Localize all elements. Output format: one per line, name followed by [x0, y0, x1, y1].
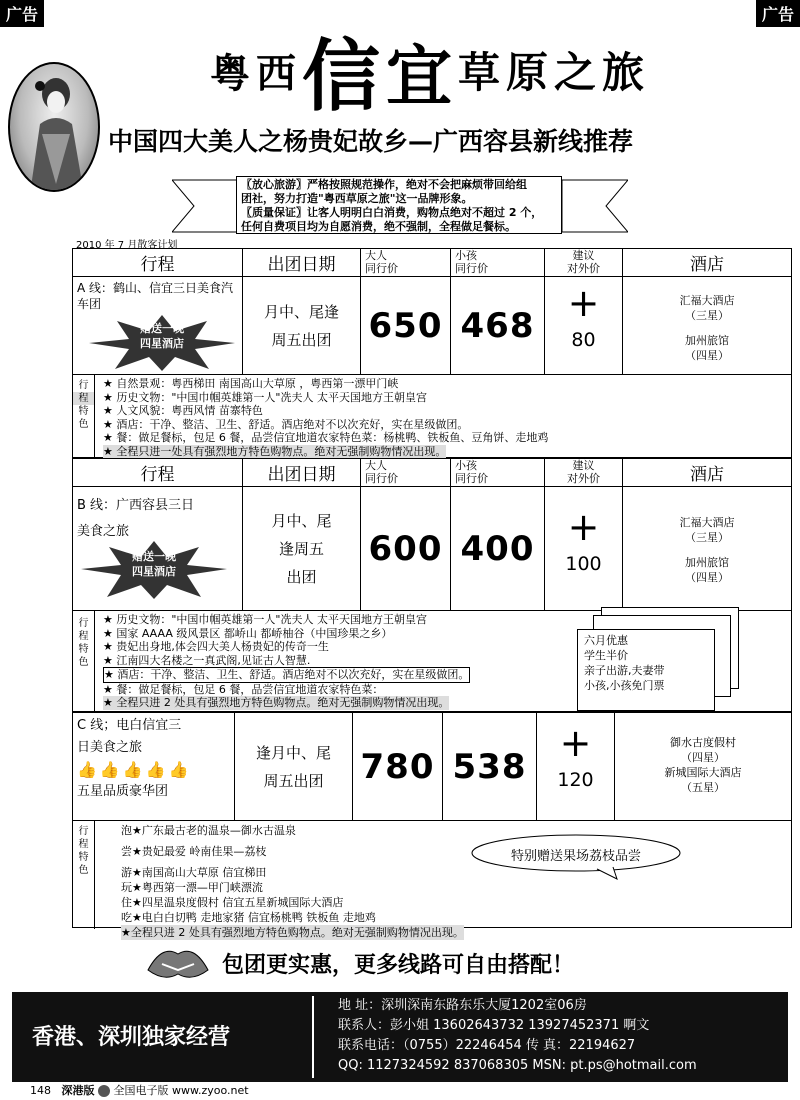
header-route: 行程 [73, 249, 243, 277]
route-b-table [72, 458, 792, 712]
header-child: 小孩 同行价 [451, 459, 545, 487]
ad-tag-right: 广告 [756, 0, 800, 27]
footer-divider [312, 996, 314, 1078]
route-b-date: 月中、尾 逢周五 出团 [243, 487, 361, 611]
route-b-adult-price: 600 [361, 487, 451, 611]
footer-brand: 香港、深圳独家经营 [32, 1025, 231, 1050]
header-suggest: 建议 对外价 [545, 249, 623, 277]
header-date: 出团日期 [243, 249, 361, 277]
edition-logo-icon [98, 1085, 110, 1097]
header-hotel: 酒店 [623, 459, 791, 487]
route-c-suggest-price: + 120 [537, 713, 615, 821]
header-hotel: 酒店 [623, 249, 791, 277]
bonus-lychee-text: 特别赠送果场荔枝品尝 [510, 849, 641, 864]
route-a-features: ★ 自然景观：粤西梯田 南国高山大草原 ，粤西第一漂甲门峡 ★ 历史文物："中国巾帼英雄第一人"冼夫人 太平天国地方王朝皇宫 ★ 人文风貌：粤西风情 苗寨特色 ★ 酒店：干净、整洁、卫生、舒适。酒店绝对不以次充好，实在星级做团。 ★ 餐：做足餐标，包足 6 餐，品尝信宜地道农家特色菜：杨桃鸭、铁板鱼、豆角饼、走地鸡 ★ 全程只进一处具有强烈地方特色购物点。绝对无强制购物情况出现。 [103, 377, 549, 458]
thumbs-up-icons: 👍👍👍👍👍 [77, 760, 192, 779]
header-route: 行程 [73, 459, 243, 487]
route-b-name: B 线：广西容县三日 美食之旅 [73, 487, 243, 611]
route-b-gift: 赠送一晚 四星酒店 [132, 550, 176, 578]
ad-tag-left: 广告 [0, 0, 44, 27]
route-c-table [72, 712, 792, 939]
june-offer-note: 六月优惠 学生半价 亲子出游,夫妻带 小孩,小孩免门票 [577, 629, 715, 711]
page-title: 粤 西 信 宜 草 原 之 旅 [209, 31, 651, 122]
page-info: 148 深港版 全国电子版 www.zyoo.net [30, 1084, 249, 1097]
route-a-child-price: 468 [451, 277, 545, 375]
footer-contact: 地 址：深圳深南东路东乐大厦1202室06房 联系人：彭小姐 13602643732 13927452371 啊文 联系电话：（0755）22246454 传 真：22194627 QQ: 1127324592 837068305 MSN: pt.ps@hotmail.com [338, 998, 697, 1073]
route-a-name: A 线：鹤山、信宜三日美食汽车团 [73, 277, 243, 375]
footer-bar [12, 992, 788, 1082]
route-c-features: 泡★广东最古老的温泉—御水古温泉 尝★贵妃最爱 岭南佳果—荔枝 游★南国高山大草原 信宜梯田 玩★粤西第一漂—甲门峡漂流 住★四星温泉度假村 信宜五星新城国际大酒店 吃★电白白切鸭 走地家猪 信宜杨桃鸭 铁板鱼 走地鸡 ★全程只进 2 处具有强烈地方特色购物点。绝对无强制购物情况出现。 [121, 824, 464, 939]
route-a-adult-price: 650 [361, 277, 451, 375]
route-a-date: 月中、尾逢 周五出团 [243, 277, 361, 375]
route-c-hotels: 御水古度假村 （四星） 新城国际大酒店 （五星） [615, 713, 791, 821]
guarantee-banner: 〖放心旅游〗严格按照规范操作，绝对不会把麻烦带回给组 团社，努力打造"粤西草原之旅"这一品牌形象。 〖质量保证〗让客人明明白白消费，购物点绝对不超过 2 个， 任何自费项目均为自愿消费，绝不强制，全程做足餐标。 [236, 176, 562, 234]
route-a-suggest-price: + 80 [545, 277, 623, 375]
plan-label: 2010 年 7 月散客计划 [76, 240, 178, 251]
route-c-adult-price: 780 [353, 713, 443, 821]
header-date: 出团日期 [243, 459, 361, 487]
route-a-table [72, 248, 792, 458]
route-b-hotels: 汇福大酒店 （三星） 加州旅馆 （四星） [623, 487, 791, 611]
route-a-hotels: 汇福大酒店 （三星） 加州旅馆 （四星） [623, 277, 791, 375]
route-b-feature-label: 行 程 特 色 [73, 611, 95, 713]
route-c-date: 逢月中、尾 周五出团 [235, 713, 353, 821]
route-c-child-price: 538 [443, 713, 537, 821]
route-b-child-price: 400 [451, 487, 545, 611]
route-a-gift: 赠送一晚 四星酒店 [140, 322, 184, 350]
route-b-features: ★ 历史文物："中国巾帼英雄第一人"冼夫人 太平天国地方王朝皇宫 ★ 国家 AAAA 级风景区 都峤山 都峤柚谷（中国珍果之乡） ★ 贵妃出身地,体会四大美人杨贵妃的传奇一生 ★ 江南四大名楼之一真武阁,见证古人智慧. ★ 酒店：干净、整洁、卫生、舒适。酒店绝对不以次充好，实在星级做团。 ★ 餐：做足餐标，包足 6 餐，品尝信宜地道农家特色菜： ★ 全程只进 2 处具有强烈地方特色购物点。绝对无强制购物情况出现。 [103, 613, 470, 709]
header-adult: 大人 同行价 [361, 459, 451, 487]
handshake-icon [142, 940, 214, 984]
route-c-name: C 线；电白信宜三 日美食之旅 👍👍👍👍👍 五星品质豪华团 [73, 713, 235, 821]
route-a-feature-label: 行 程 特 色 [73, 375, 95, 459]
route-b-suggest-price: + 100 [545, 487, 623, 611]
route-c-feature-label: 行 程 特 色 [73, 821, 95, 929]
header-suggest: 建议 对外价 [545, 459, 623, 487]
header-adult: 大人 同行价 [361, 249, 451, 277]
slogan: 包团更实惠，更多线路可自由搭配！ [222, 953, 575, 978]
portrait-image [8, 62, 100, 192]
subtitle: 中国四大美人之杨贵妃故乡—广西容县新线推荐 [108, 127, 634, 156]
header-child: 小孩 同行价 [451, 249, 545, 277]
